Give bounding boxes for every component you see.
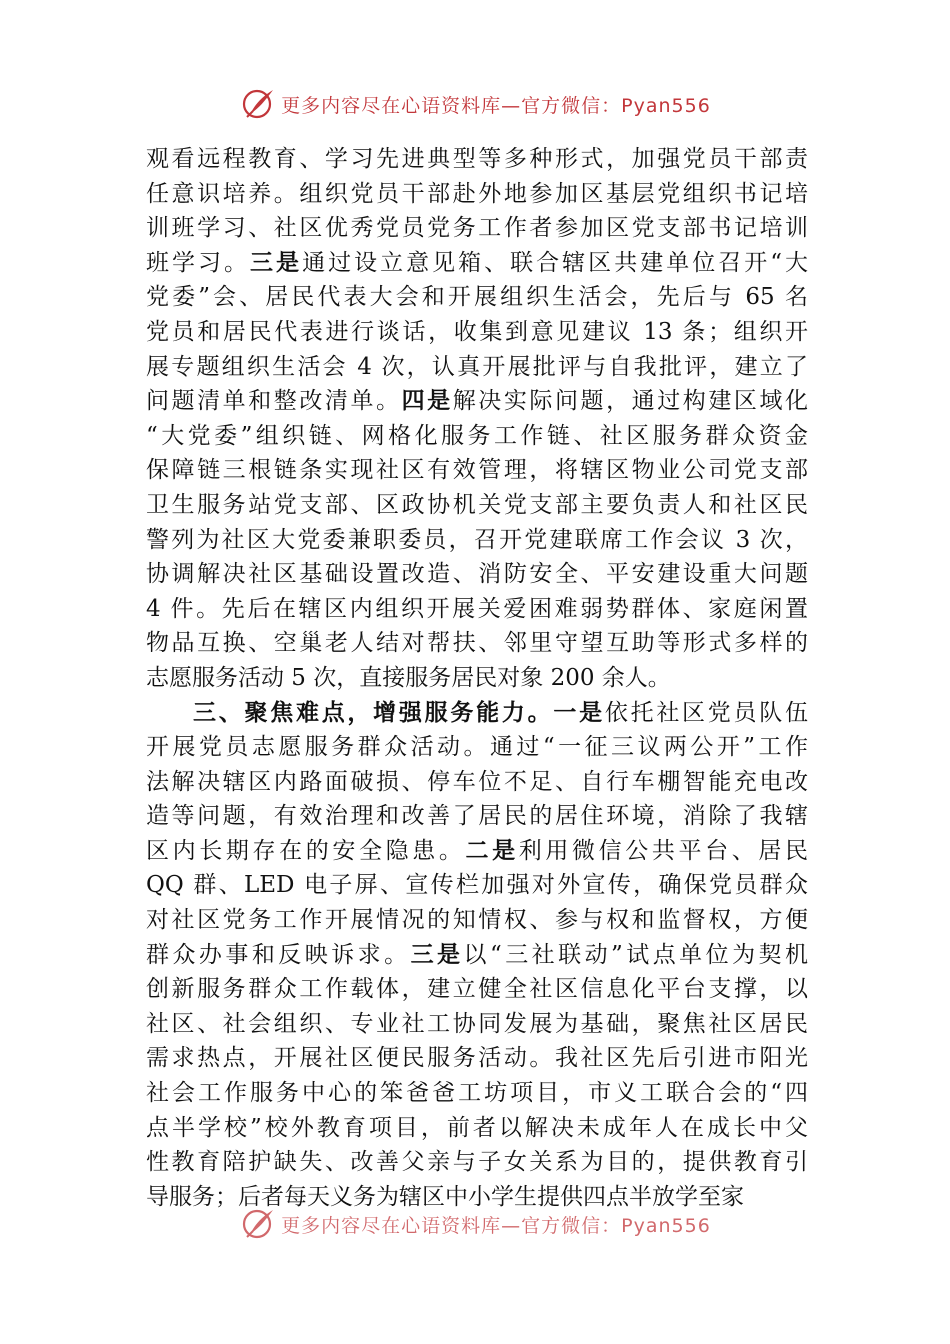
text-line (146, 523, 808, 558)
text-line (146, 592, 808, 627)
text-run: 党委”会、居民代表大会和开展组织生活会，先后与 65 名 (146, 284, 808, 311)
text-line (146, 696, 808, 731)
text-line (146, 453, 808, 488)
text-run: “大党委”组织链、网格化服务工作链、社区服务群众资金 (146, 422, 808, 449)
text-run: 志愿服务活动 5 次，直接服务居民对象 200 余人。 (146, 664, 671, 691)
text-line (146, 730, 808, 765)
text-run: 点半学校”校外教育项目，前者以解决未成年人在成长中父 (146, 1114, 808, 1141)
text-run: 党员和居民代表进行谈话，收集到意见建议 13 条；组织开 (146, 318, 808, 345)
text-run: 卫生服务站党支部、区政协机关党支部主要负责人和社区民 (146, 491, 808, 518)
document-body (146, 142, 808, 1218)
text-line (146, 280, 808, 315)
text-run: 班学习。 (146, 249, 251, 276)
bold-text-run: 二是 (465, 836, 519, 864)
text-line (146, 142, 808, 177)
text-run: 社会工作服务中心的笨爸爸工坊项目，市义工联合会的“四 (146, 1080, 808, 1107)
text-line (146, 661, 808, 696)
bold-text-run: 四是 (401, 387, 453, 415)
text-line (146, 177, 808, 212)
text-run: 群众办事和反映诉求。 (146, 941, 411, 968)
watermark-text: 更多内容尽在心语资料库—官方微信：Pyan556 (281, 94, 711, 117)
text-line (146, 799, 808, 834)
text-run: 法解决辖区内路面破损、停车位不足、自行车棚智能充电改 (146, 768, 808, 795)
text-run: 展专题组织生活会 4 次，认真开展批评与自我批评，建立了 (146, 353, 808, 380)
text-run: QQ 群、LED 电子屏、宣传栏加强对外宣传，确保党员群众 (146, 872, 808, 899)
text-run: 性教育陪护缺失、改善父亲与子女关系为目的，提供教育引 (146, 1149, 808, 1176)
text-run: 观看远程教育、学习先进典型等多种形式，加强党员干部责 (146, 146, 808, 172)
text-run: 物品互换、空巢老人结对帮扶、邻里守望互助等形式多样的 (146, 630, 808, 657)
text-run: 问题清单和整改清单。 (146, 388, 402, 415)
text-line (146, 419, 808, 454)
text-run: 协调解决社区基础设置改造、消防安全、平安建设重大问题 (146, 561, 808, 588)
text-run: 开展党员志愿服务群众活动。通过“一征三议两公开”工作 (146, 734, 808, 761)
text-line (146, 1041, 808, 1076)
text-run: 需求热点，开展社区便民服务活动。我社区先后引进市阳光 (146, 1045, 808, 1072)
text-line (146, 972, 808, 1007)
watermark-footer (0, 1204, 950, 1244)
watermark-text: 更多内容尽在心语资料库—官方微信：Pyan556 (281, 1214, 711, 1237)
text-line (146, 1007, 808, 1042)
text-run: 保障链三根链条实现社区有效管理，将辖区物业公司党支部 (146, 457, 808, 484)
bold-text-run: 一是 (553, 698, 605, 726)
text-line (146, 1111, 808, 1146)
text-run: 训班学习、社区优秀党员党务工作者参加区党支部书记培训 (146, 215, 808, 242)
text-line (146, 868, 808, 903)
text-run: 区内长期存在的安全隐患。 (146, 837, 466, 864)
text-run: 解决实际问题，通过构建区域化 (452, 388, 808, 415)
text-run: 任意识培养。组织党员干部赴外地参加区基层党组织书记培 (146, 180, 808, 207)
bold-text-run: 三、聚焦难点，增强服务能力。 (193, 698, 554, 726)
bold-text-run: 三是 (250, 248, 303, 276)
text-line (146, 557, 808, 592)
text-run: 4 件。先后在辖区内组织开展关爱困难弱势群体、家庭闲置 (146, 595, 808, 622)
text-line (146, 350, 808, 385)
text-run: 创新服务群众工作载体，建立健全社区信息化平台支撑，以 (146, 976, 808, 1003)
text-line (146, 626, 808, 661)
paragraph (146, 696, 808, 1215)
paragraph (146, 142, 808, 696)
quill-logo-icon (239, 1204, 279, 1244)
text-line (146, 315, 808, 350)
text-run: 依托社区党员队伍 (604, 699, 808, 726)
text-line (146, 384, 808, 419)
text-run: 造等问题，有效治理和改善了居民的居住环境，消除了我辖 (146, 803, 808, 830)
text-line (146, 246, 808, 281)
text-run: 对社区党务工作开展情况的知情权、参与权和监督权，方便 (146, 907, 808, 934)
text-line (146, 211, 808, 246)
text-line (146, 488, 808, 523)
quill-logo-icon (239, 84, 279, 124)
watermark-header (0, 84, 950, 124)
text-run: 导服务；后者每天义务为辖区中小学生提供四点半放学至家 (146, 1183, 744, 1210)
text-run: 以“三社联动”试点单位为契机 (463, 941, 808, 968)
bold-text-run: 三是 (410, 940, 464, 968)
text-run: 通过设立意见箱、联合辖区共建单位召开“大 (302, 249, 808, 276)
text-line (146, 1145, 808, 1180)
text-run: 警列为社区大党委兼职委员，召开党建联席工作会议 3 次， (146, 526, 808, 553)
text-line (146, 765, 808, 800)
text-line (146, 903, 808, 938)
text-line (146, 834, 808, 869)
text-line (146, 938, 808, 973)
text-line (146, 1076, 808, 1111)
text-run: 利用微信公共平台、居民 (518, 837, 808, 864)
text-run: 社区、社会组织、专业社工协同发展为基础，聚焦社区居民 (146, 1010, 808, 1037)
